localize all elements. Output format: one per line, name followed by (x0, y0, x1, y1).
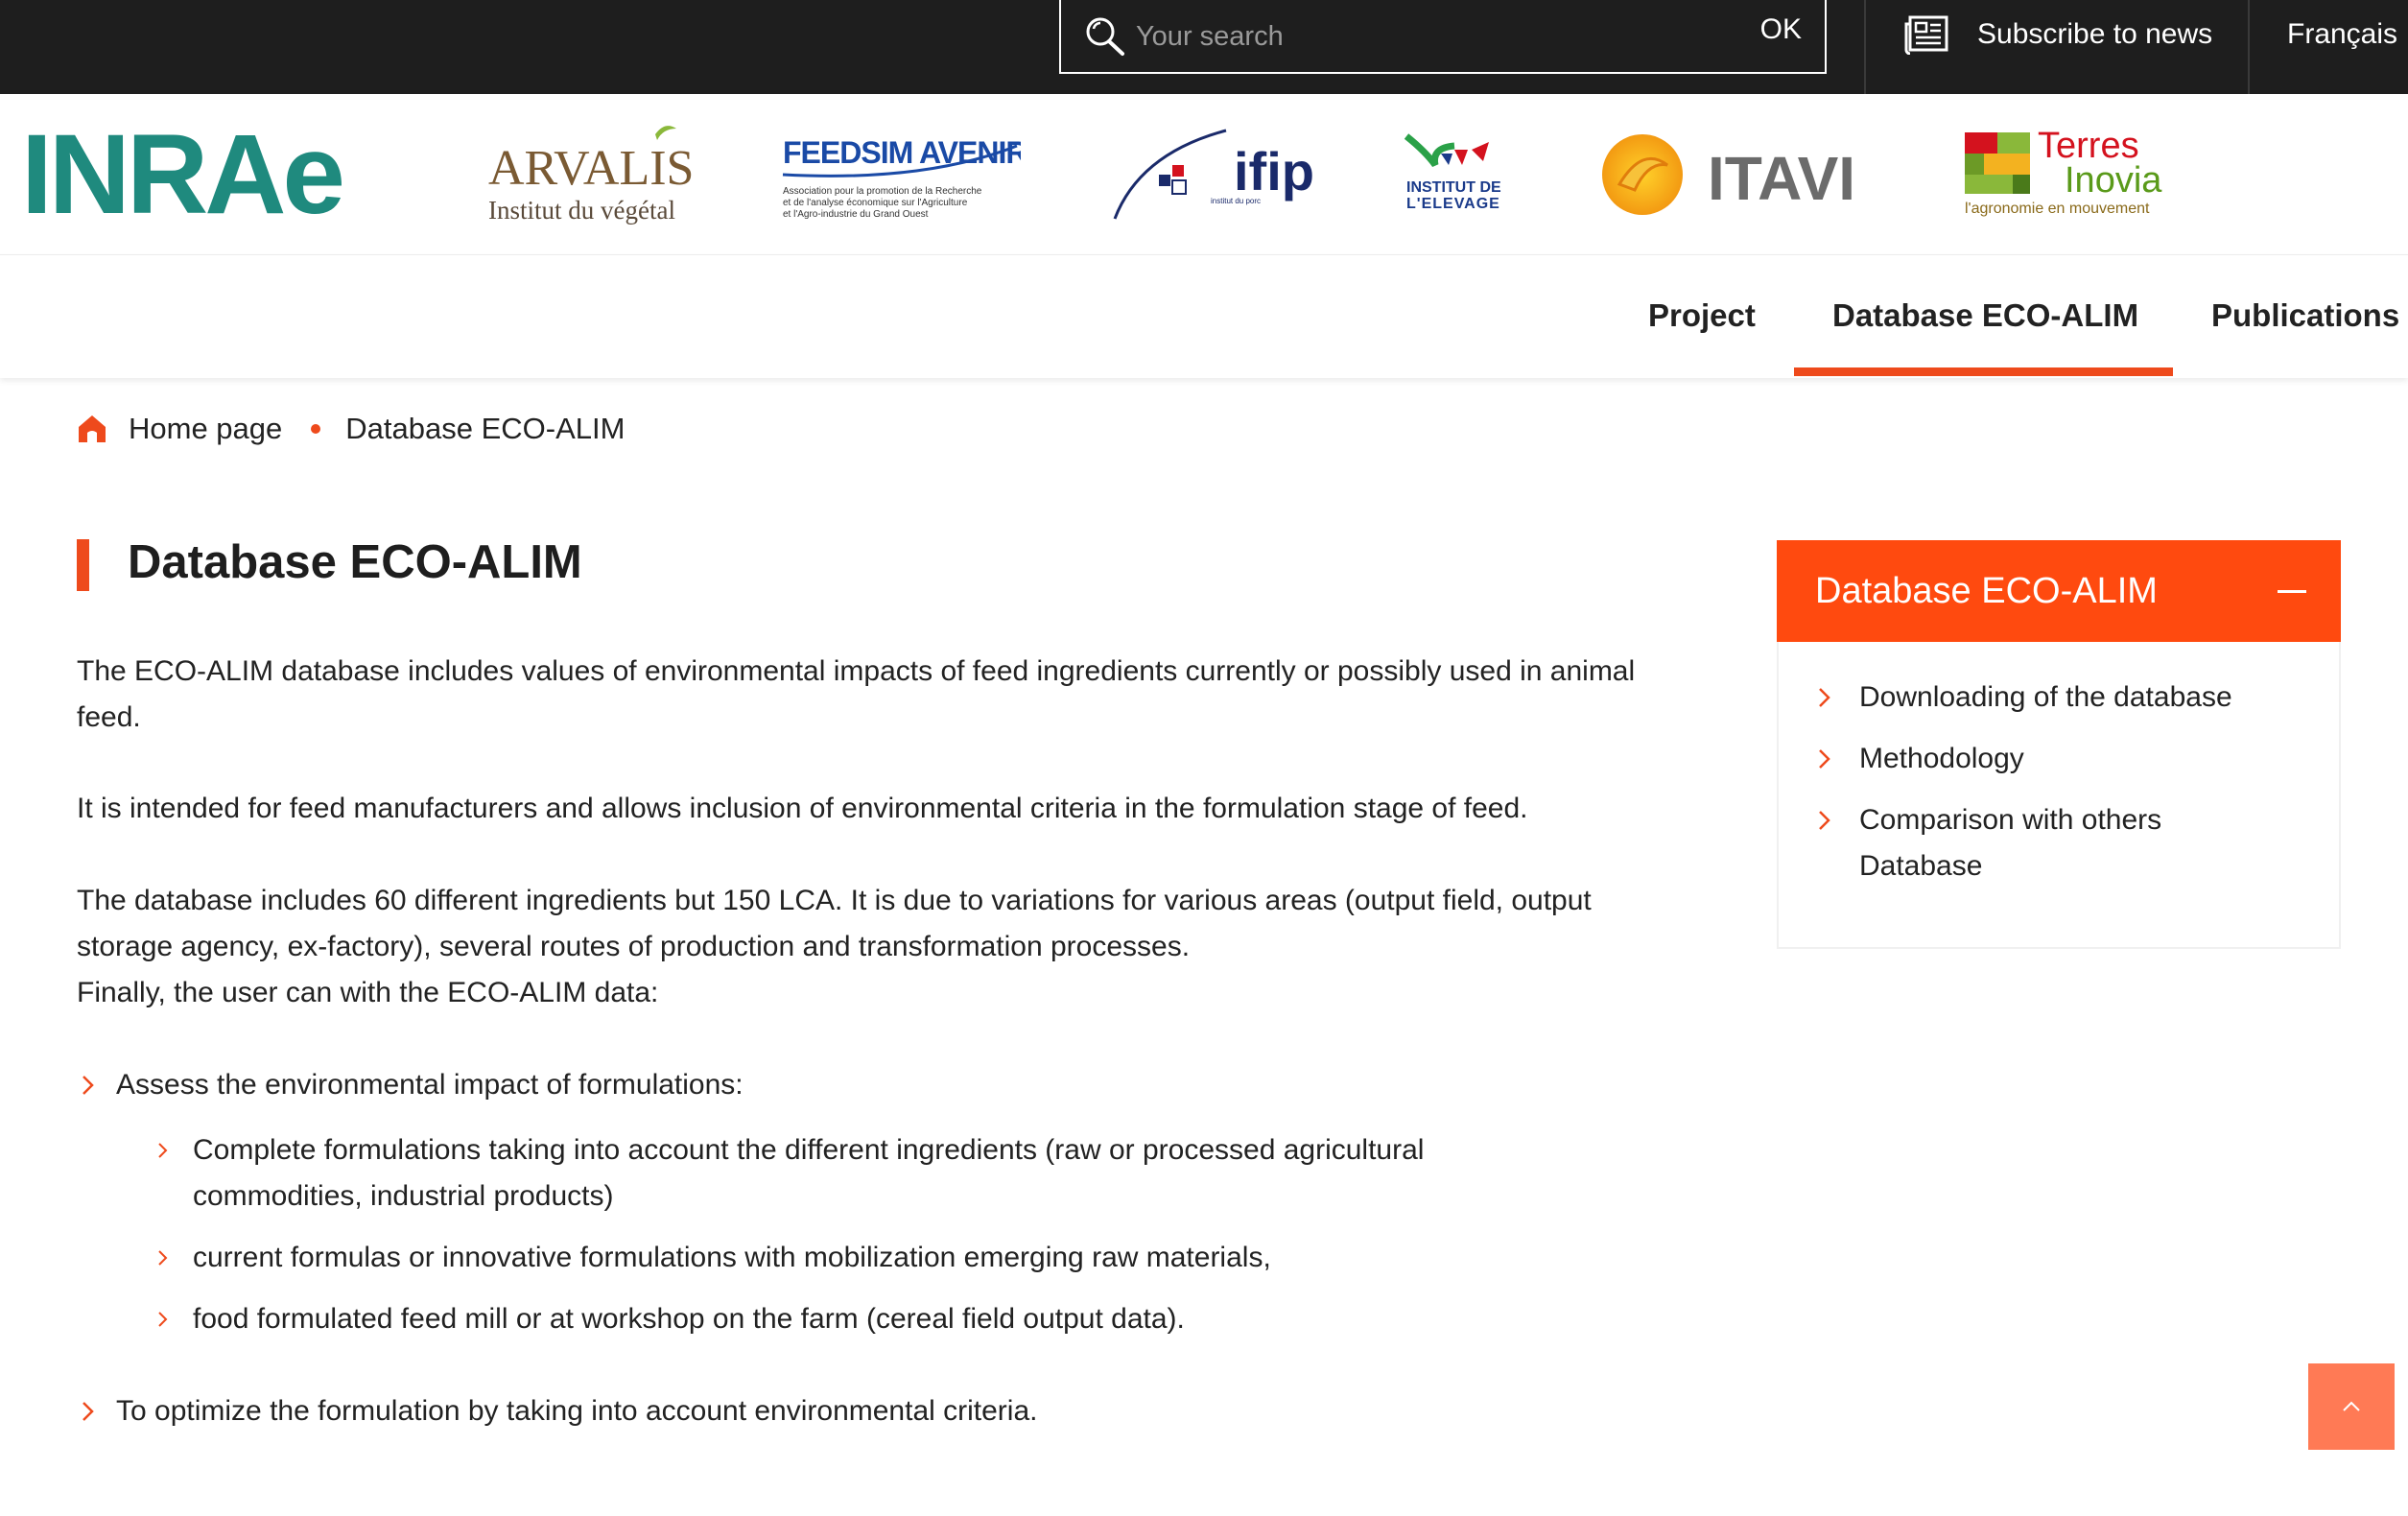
breadcrumb (77, 405, 625, 453)
feedsim-tagline-3: et l'Agro-industrie du Grand Ouest (783, 209, 929, 220)
sidebar-title: Database ECO-ALIM (1815, 570, 2158, 611)
partner-logos-band (0, 94, 2408, 255)
sub-list-item: Complete formulations taking into account the different ingredients (raw or processed agricultural commodities, industrial products) (193, 1134, 1425, 1212)
chevron-right-icon (155, 1139, 171, 1162)
arvalis-tagline: Institut du végétal (488, 196, 675, 225)
search-icon (1084, 15, 1126, 58)
language-label: Français (2287, 18, 2398, 50)
search-submit-button[interactable]: OK (1759, 13, 1802, 45)
chevron-right-icon (155, 1308, 171, 1331)
breadcrumb-home-link[interactable]: Home page (129, 412, 283, 445)
subscribe-news-link[interactable] (1904, 10, 2212, 59)
nav-active-indicator (1794, 367, 2173, 376)
terres-inovia-line2: Inovia (2065, 160, 2162, 201)
top-divider (2248, 0, 2250, 94)
feedsim-logo[interactable] (781, 132, 1021, 228)
itavi-logo[interactable] (1600, 127, 1869, 223)
back-to-top-button[interactable] (2308, 1363, 2395, 1450)
itavi-name: ITAVI (1708, 144, 1856, 213)
arvalis-name: ARVALIS (488, 141, 695, 196)
sidebar-header-toggle[interactable] (1777, 540, 2341, 642)
nav-item-publications[interactable]: Publications (2211, 297, 2400, 333)
audience-paragraph: It is intended for feed manufacturers and allows inclusion of environmental criteria in the formulation stage of feed. (77, 793, 1528, 824)
collapse-icon (2278, 590, 2306, 593)
chevron-right-icon (1817, 686, 1832, 709)
ifip-tagline: institut du porc (1211, 197, 1262, 205)
chevron-right-icon (1817, 747, 1832, 770)
chevron-up-icon (2340, 1399, 2363, 1414)
inrae-logo[interactable] (21, 121, 405, 226)
home-icon[interactable] (77, 414, 107, 444)
idele-logo[interactable] (1403, 132, 1518, 228)
inrae-logo-text: INRAe (21, 121, 342, 226)
ingredients-paragraph: The database includes 60 different ingredients but 150 LCA. It is due to variations for various areas (output field, output storage agency, ex-factory), several routes of production and transformation processes. (77, 885, 1592, 962)
intro-paragraph: The ECO-ALIM database includes values of environmental impacts of feed ingredients currently or possibly used in animal feed. (77, 655, 1636, 733)
newspaper-icon (1904, 14, 1950, 55)
title-accent-bar (77, 539, 89, 591)
feedsim-name: FEEDSIM AVENIR (783, 135, 1021, 170)
page-title: Database ECO-ALIM (128, 536, 582, 588)
terres-inovia-line1: Terres (2038, 126, 2139, 166)
terres-inovia-tagline: l'agronomie en mouvement (1965, 201, 2150, 217)
top-bar (0, 0, 2408, 94)
idele-line1: INSTITUT DE (1406, 179, 1501, 196)
subscribe-label: Subscribe to news (1977, 18, 2213, 50)
sidebar-menu (1777, 540, 2341, 949)
nav-item-project[interactable]: Project (1648, 297, 1756, 333)
chevron-right-icon (1817, 809, 1832, 832)
sub-list-item: current formulas or innovative formulations with mobilization emerging raw materials, (193, 1242, 1271, 1273)
chevron-right-icon (81, 1074, 96, 1097)
idele-line2: L'ELEVAGE (1406, 196, 1500, 212)
sidebar-link-downloading[interactable]: Downloading of the database (1859, 681, 2232, 713)
sidebar-link-methodology[interactable]: Methodology (1859, 743, 2024, 774)
chevron-right-icon (81, 1400, 96, 1423)
terres-inovia-logo[interactable] (1963, 125, 2184, 230)
breadcrumb-current: Database ECO-ALIM (345, 412, 626, 445)
list-item: Assess the environmental impact of formulations: (116, 1069, 744, 1101)
usage-paragraph: Finally, the user can with the ECO-ALIM data: (77, 977, 659, 1008)
top-divider (1864, 0, 1866, 94)
arvalis-logo[interactable] (484, 123, 696, 228)
feedsim-tagline-2: et de l'analyse économique sur l'Agriculture (783, 198, 968, 208)
feedsim-tagline-1: Association pour la promotion de la Recherche (783, 186, 982, 197)
search-form (1059, 0, 1827, 74)
main-nav (0, 255, 2408, 378)
search-input[interactable] (1136, 10, 1712, 63)
language-switch-link[interactable] (2287, 10, 2397, 59)
nav-item-database-eco-alim[interactable]: Database ECO-ALIM (1832, 297, 2139, 333)
sub-list-item: food formulated feed mill or at workshop on the farm (cereal field output data). (193, 1303, 1185, 1335)
ifip-logo[interactable] (1111, 125, 1322, 230)
chevron-right-icon (155, 1246, 171, 1269)
list-item: To optimize the formulation by taking into account environmental criteria. (116, 1395, 1038, 1427)
sidebar-link-comparison[interactable]: Comparison with others Database (1859, 804, 2162, 882)
ifip-name: ifip (1234, 141, 1314, 201)
breadcrumb-separator (311, 424, 320, 434)
